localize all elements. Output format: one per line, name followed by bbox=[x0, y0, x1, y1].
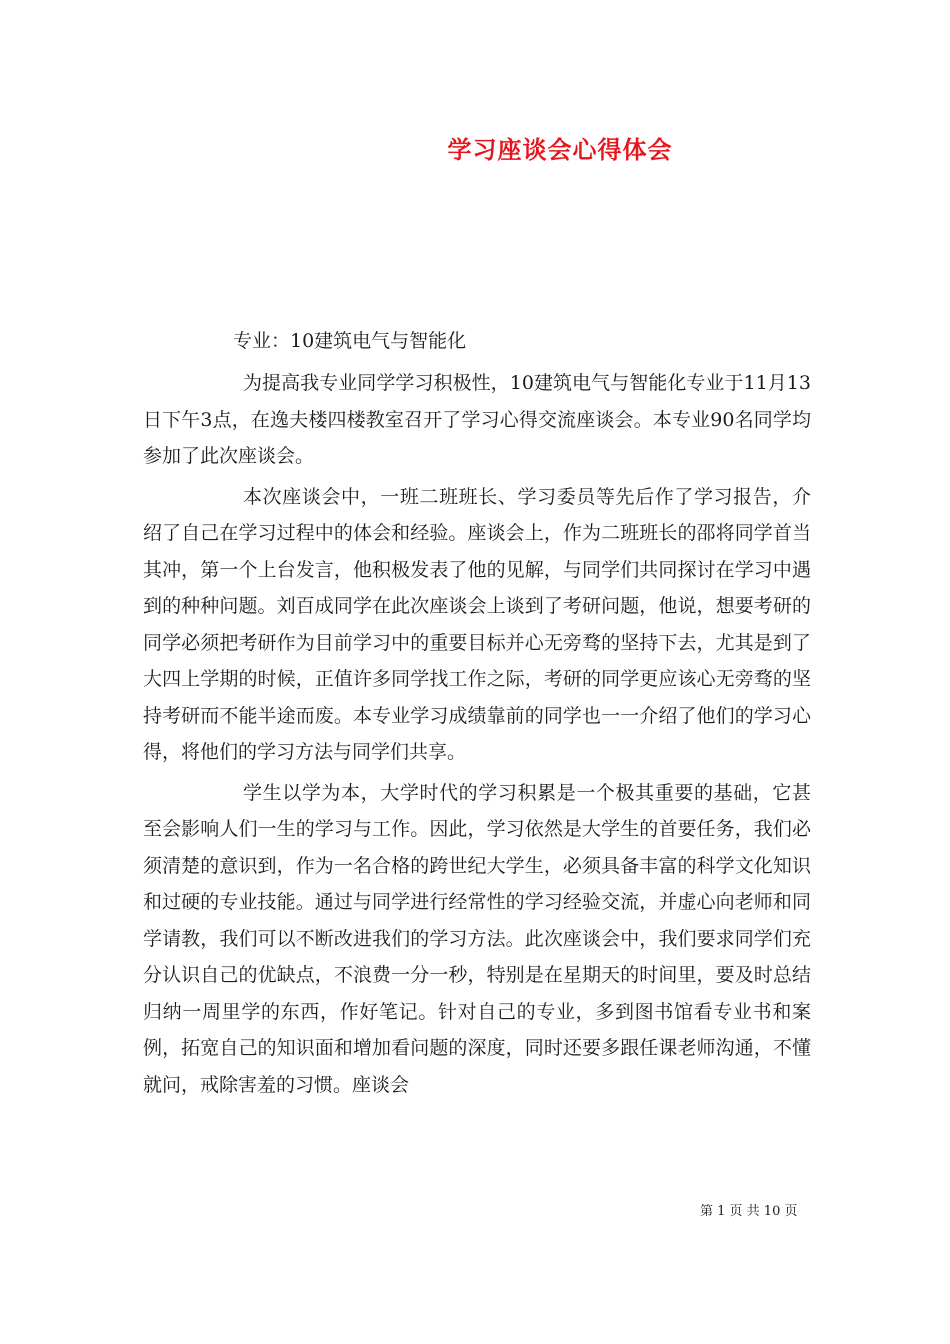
major-line: 专业：10建筑电气与智能化 bbox=[233, 330, 467, 352]
paragraph-3: 学生以学为本，大学时代的学习积累是一个极其重要的基础，它甚至会影响人们一生的学习与工作。因此，学习依然是大学生的首要任务，我们必须清楚的意识到，作为一名合格的跨世纪大学生，必须具备丰富的科学文化知识和过硬的专业技能。通过与同学进行经常性的学习经验交流，并虚心向老师和同学请教，我们可以不断改进我们的学习方法。此次座谈会中，我们要求同学们充分认识自己的优缺点，不浪费一分一秒，特别是在星期天的时间里，要及时总结归纳一周里学的东西，作好笔记。针对自己的专业，多到图书馆看专业书和案例，拓宽自己的知识面和增加看问题的深度，同时还要多跟任课老师沟通，不懂就问，戒除害羞的习惯。座谈会 bbox=[143, 781, 811, 1096]
body-text bbox=[143, 365, 811, 1107]
paragraph-2: 本次座谈会中，一班二班班长、学习委员等先后作了学习报告，介绍了自己在学习过程中的体会和经验。座谈会上，作为二班班长的邵将同学首当其冲，第一个上台发言，他积极发表了他的见解，与同学们共同探讨在学习中遇到的种种问题。刘百成同学在此次座谈会上谈到了考研问题，他说，想要考研的同学必须把考研作为目前学习中的重要目标并心无旁骛的坚持下去，尤其是到了大四上学期的时候，正值许多同学找工作之际，考研的同学更应该心无旁骛的坚持考研而不能半途而废。本专业学习成绩靠前的同学也一一介绍了他们的学习心得，将他们的学习方法与同学们共享。 bbox=[143, 485, 811, 763]
paragraph-1: 为提高我专业同学学习积极性，10建筑电气与智能化专业于11月13日下午3点，在逸夫楼四楼教室召开了学习心得交流座谈会。本专业90名同学均参加了此次座谈会。 bbox=[143, 372, 811, 467]
page-footer: 第 1 页 共 10 页 bbox=[700, 1204, 798, 1219]
page-title: 学习座谈会心得体会 bbox=[447, 135, 673, 164]
